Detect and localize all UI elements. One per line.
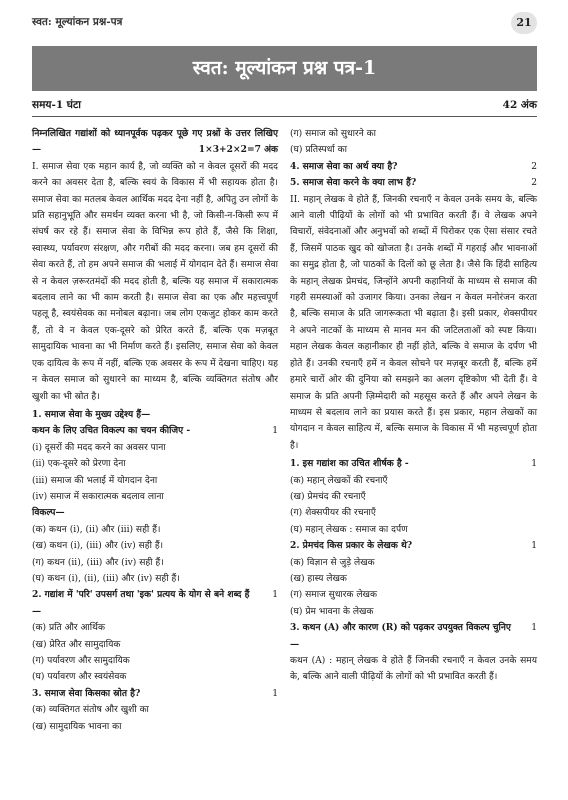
- option: (ग) पर्यावरण और सामुदायिक: [32, 656, 130, 666]
- right-column: [290, 126, 537, 686]
- question-6-text: 1. इस गद्यांश का उचित शीर्षक है -: [290, 458, 409, 470]
- option: (ग) समाज सुधारक लेखक: [290, 590, 377, 601]
- option: (घ) प्रतिस्पर्धा का: [290, 145, 347, 156]
- left-column: [32, 126, 278, 735]
- statement: (ii) एक-दूसरे को प्रेरणा देना: [32, 459, 126, 470]
- option: (क) कथन (i), (ii) और (iii) सही हैं।: [32, 524, 161, 535]
- question-8-marks: 1: [531, 623, 537, 634]
- question-5: [290, 175, 537, 191]
- option: (ग) समाज को सुधारने का: [290, 129, 377, 139]
- option: (ग) कथन (ii), (iii) और (iv) सही हैं।: [32, 557, 164, 568]
- option: (ख) प्रेमचंद की रचनाएँ: [290, 491, 366, 502]
- passage-2: II. महान् लेखक वे होते हैं, जिनकी रचनाएँ न केवल उनके समय के, बल्कि आने वाली पीढ़ियों के लोगों को भी प्रभावित करती हैं। वे लेखक अपने विचारों, संवेदनाओं और अनुभवों को शब्दों में पिरोकर एक ऐसा संसार रचते हैं, जिसमें पाठक खुद को खोजता है। उनके शब्दों में गहराई और भावनाओं का समुद्र होता है, जो पाठकों के दिलों को छू लेता है। जैसे कि हिंदी साहित्य के महान् लेखक प्रेमचंद, जिन्होंने अपनी कहानियों के माध्यम से समाज की गहरी समस्याओं को उजागर किया। उनका लेखन न केवल मनोरंजन करता है, बल्कि समाज के प्रति जागरूकता भी बढ़ाता है। इसी प्रकार, शेक्सपीयर ने अपने नाटकों के माध्यम से मानव मन की जटिलताओं को स्पष्ट किया। महान लेखक केवल कहानीकार ही नहीं होते, बल्कि वे समाज के दर्पण भी होते हैं। उनकी रचनाएँ हमें न केवल सोचने पर मज़बूर करती हैं, बल्कि हमें हमारे चारों ओर की दुनिया को समझने का अलग दृष्टिकोण भी देती हैं। वे समाज के प्रति अपनी ज़िम्मेदारी को महसूस करते हैं और अपने लेखन के माध्यम से बदलाव लाने का प्रयास करते हैं। इस प्रकार, महान लेखकों का योगदान न केवल साहित्य में, बल्कि समाज के विकास में भी महत्त्वपूर्ण होता है।: [290, 194, 537, 451]
- meta-row: [32, 96, 537, 114]
- question-7-text: 2. प्रेमचंद किस प्रकार के लेखक थे?: [290, 540, 413, 552]
- question-5-marks: 2: [531, 178, 537, 189]
- question-5-text: 5. समाज सेवा करने के क्या लाभ हैं?: [290, 177, 417, 189]
- passage-1: I. समाज सेवा एक महान कार्य है, जो व्यक्ति को न केवल दूसरों की मदद करने का अवसर देता है, बल्कि स्वयं के विकास में भी सहायक होता है। समाज सेवा का मतलब केवल आर्थिक मदद देना नहीं है, अपितु उन लोगों के प्रति सहानुभूति और समर्थन व्यक्त करना भी है, जो किसी-न-किसी रूप में संघर्ष कर रहे हैं। समाज सेवा के विभिन्न रूप होते हैं, जैसे कि शिक्षा, स्वास्थ्य, पर्यावरण संरक्षण, और गरीबों की मदद करना। जब हम दूसरों की सेवा करते हैं, तो हम अपने समाज की भलाई में योगदान देते हैं। समाज सेवा से न केवल ज़रूरतमंदों की मदद होती है, बल्कि यह समाज में सकारात्मक बदलाव लाने का भी काम करती है। समाज सेवा का एक और महत्त्वपूर्ण पहलू है, स्वयंसेवक का मनोबल बढ़ाना। जब लोग एकजुट होकर काम करते हैं, तो वे न केवल एक-दूसरे को प्रेरित करते हैं, बल्कि एक मज़बूत सामुदायिक भावना का भी निर्माण करते हैं। इसलिए, समाज सेवा को केवल एक दायित्व के रूप में नहीं, बल्कि एक अवसर के रूप में देखना चाहिए। यह न केवल समाज को सुधारने का माध्यम है, बल्कि व्यक्तिगत संतोष और खुशी का भी स्रोत है।: [32, 161, 278, 402]
- question-3-text: 3. समाज सेवा किसका स्रोत है?: [32, 687, 141, 699]
- question-4-text: 4. समाज सेवा का अर्थ क्या है?: [290, 160, 398, 172]
- running-title: स्वत: मूल्यांकन प्रश्न-पत्र: [32, 16, 123, 28]
- option: (ग) शेक्सपीयर की रचनाएँ: [290, 508, 376, 519]
- option: (क) विज्ञान से जुड़े लेखक: [290, 557, 375, 568]
- statement: (iv) समाज में सकारात्मक बदलाव लाना: [32, 491, 164, 502]
- option: (ख) सामुदायिक भावना का: [32, 721, 122, 732]
- instructions: [32, 126, 278, 159]
- question-2-text: 2. गद्यांश में 'परि' उपसर्ग तथा 'इक' प्रत्यय के योग से बने शब्द हैं—: [32, 589, 250, 617]
- page-number: 21: [511, 12, 537, 34]
- running-head: [32, 12, 537, 34]
- option: (ख) हास्य लेखक: [290, 573, 347, 584]
- option: (घ) महान् लेखक : समाज का दर्पण: [290, 524, 408, 535]
- option: (घ) प्रेम भावना के लेखक: [290, 606, 374, 617]
- question-3-marks: 1: [272, 688, 278, 699]
- assertion: कथन (A) : महान् लेखक वे होते हैं जिनकी रचनाएँ न केवल उनके समय के, बल्कि आने वाली पीढ़ियों के लोगों को भी प्रभावित करती हैं।: [290, 656, 537, 683]
- total-marks: 42 अंक: [502, 99, 537, 111]
- options-label: विकल्प—: [32, 507, 65, 519]
- question-4-marks: 2: [531, 161, 537, 172]
- instructions-text: निम्नलिखित गद्यांशों को ध्यानपूर्वक पढ़कर पूछे गए प्रश्नों के उत्तर लिखिए—: [32, 128, 278, 156]
- paper-title-banner: स्वत: मूल्यांकन प्रश्न पत्र-1: [32, 46, 537, 91]
- option: (क) प्रति और आर्थिक: [32, 623, 105, 634]
- statement: (iii) समाज की भलाई में योगदान देना: [32, 475, 158, 486]
- option: (ख) कथन (i), (iii) और (iv) सही हैं।: [32, 541, 164, 552]
- time-allowed: समय-1 घंटा: [32, 99, 82, 111]
- question-6: [290, 456, 537, 472]
- question-3: [32, 686, 278, 702]
- question-8-text: 3. कथन (A) और कारण (R) को पढ़कर उपयुक्त विकल्प चुनिए—: [290, 622, 511, 650]
- question-1-marks: 1: [272, 426, 278, 437]
- question-2: [32, 587, 278, 620]
- question-1-sub: [32, 423, 278, 439]
- question-6-marks: 1: [531, 459, 537, 470]
- instructions-marks: 1×3+2×2=7 अंक: [198, 144, 278, 156]
- question-4: [290, 159, 537, 175]
- question-2-marks: 1: [272, 590, 278, 601]
- option: (ख) प्रेरित और सामुदायिक: [32, 639, 121, 650]
- question-7-marks: 1: [531, 541, 537, 552]
- question-8: [290, 620, 537, 653]
- option: (क) व्यक्तिगत संतोष और खुशी का: [32, 705, 149, 716]
- question-1: 1. समाज सेवा के मुख्य उद्देश्य हैं—: [32, 408, 151, 420]
- divider: [32, 116, 537, 117]
- question-1-sub-text: कथन के लिए उचित विकल्प का चयन कीजिए -: [32, 425, 191, 437]
- option: (घ) पर्यावरण और स्वयंसेवक: [32, 672, 127, 683]
- option: (घ) कथन (i), (ii), (iii) और (iv) सही हैं।: [32, 573, 180, 584]
- statement: (i) दूसरों की मदद करने का अवसर पाना: [32, 442, 166, 453]
- question-7: [290, 538, 537, 554]
- option: (क) महान् लेखकों की रचनाएँ: [290, 475, 388, 486]
